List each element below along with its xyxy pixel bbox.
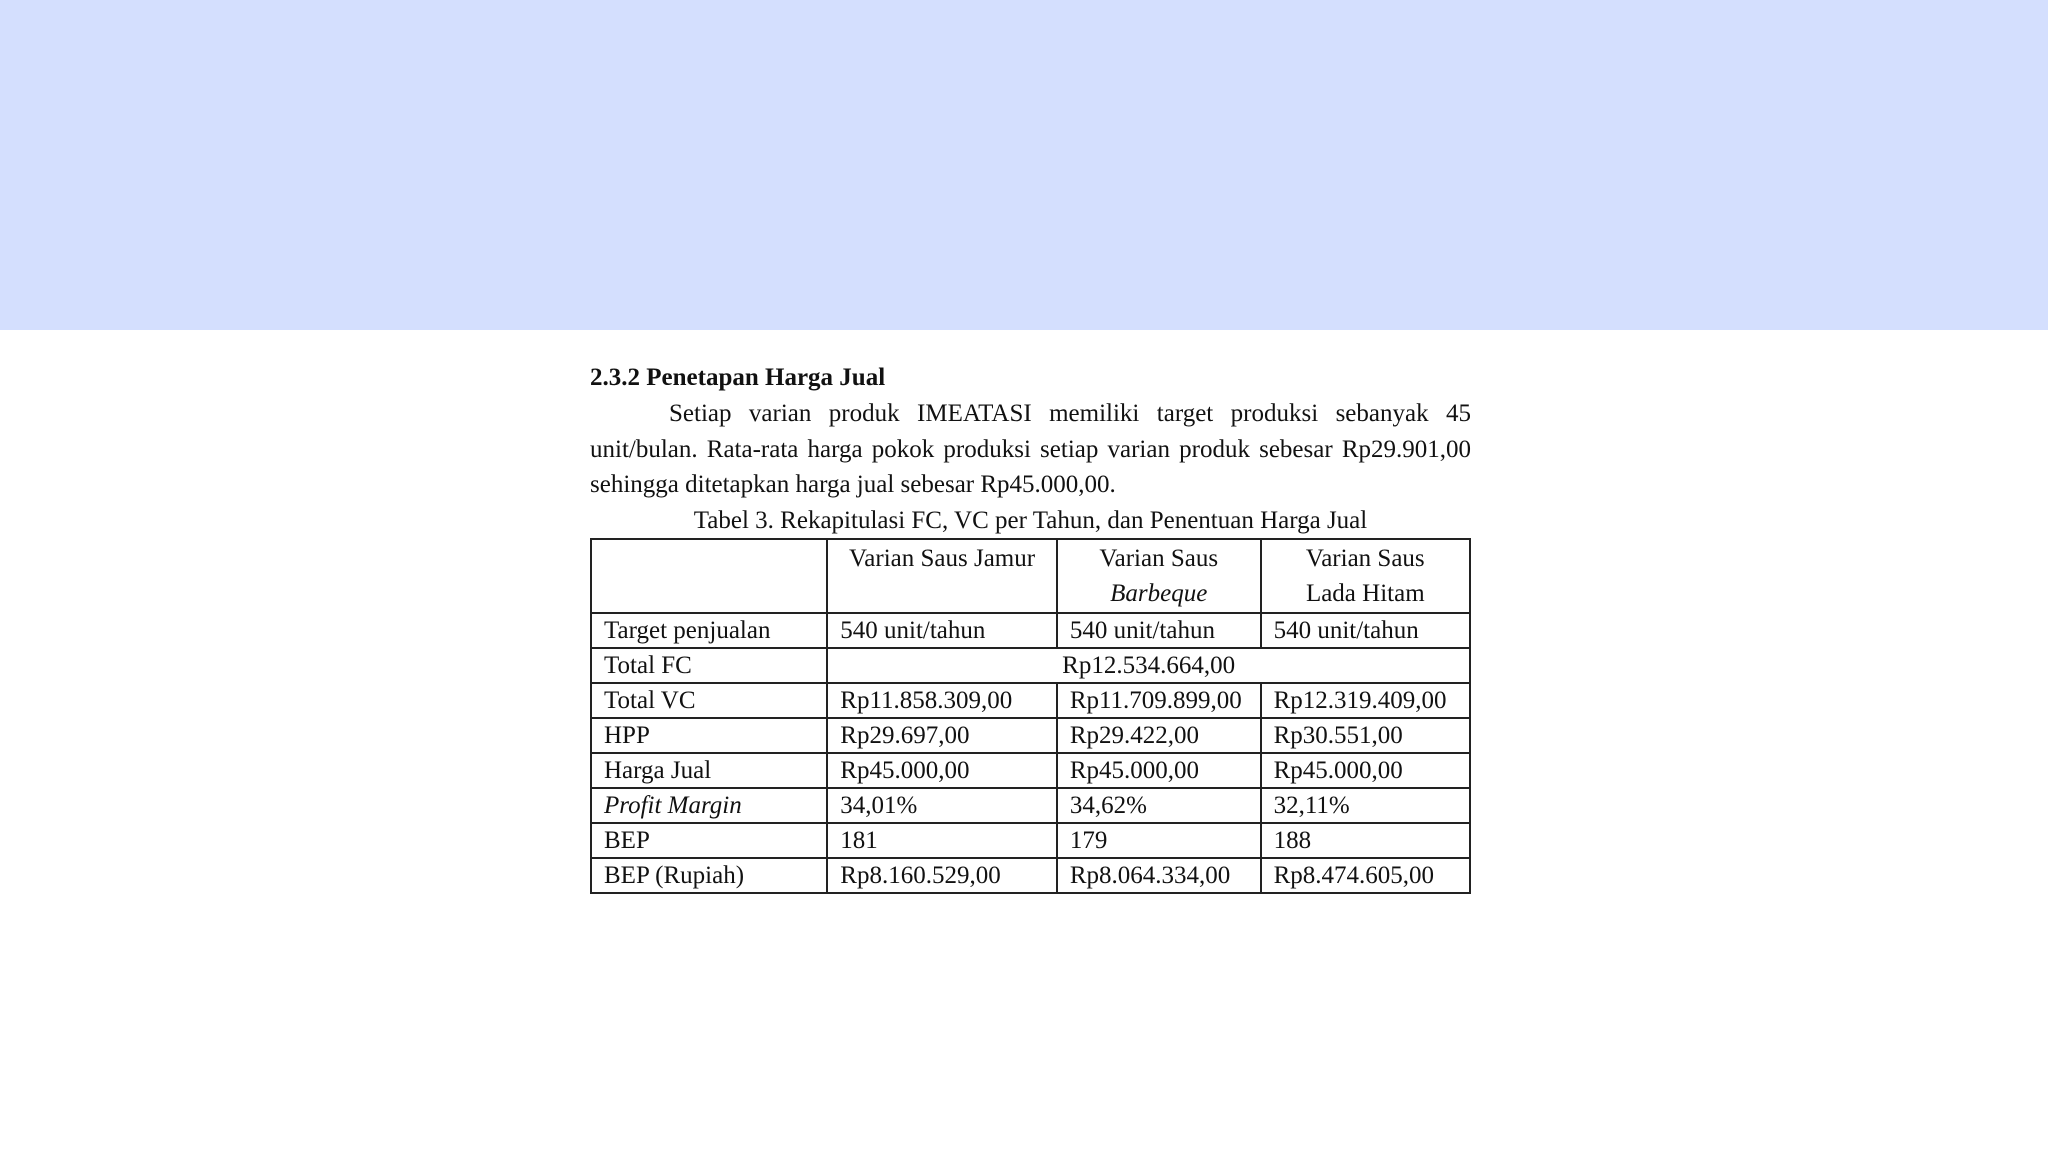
header-line: Varian Saus Jamur [849, 544, 1036, 572]
table-row [591, 683, 1470, 718]
cell-value: Rp8.064.334,00 [1057, 858, 1261, 893]
cell-value: Rp11.858.309,00 [827, 683, 1057, 718]
cell-value: Rp45.000,00 [1261, 753, 1470, 788]
row-label: Target penjualan [591, 613, 827, 648]
cell-value: Rp45.000,00 [1057, 753, 1261, 788]
cell-value: 34,62% [1057, 788, 1261, 823]
cell-value: 32,11% [1261, 788, 1470, 823]
cell-value: Rp11.709.899,00 [1057, 683, 1261, 718]
header-cell-empty [591, 539, 827, 613]
section-paragraph: Setiap varian produk IMEATASI memiliki target produksi sebanyak 45 unit/bulan. Rata-rata harga pokok produksi setiap varian produk sebesar Rp29.901,00 sehingga ditetapkan harga jual sebesar Rp45.000,00. [590, 400, 1471, 498]
header-line [840, 576, 1044, 611]
table-row [591, 753, 1470, 788]
header-line: Barbeque [1110, 579, 1208, 607]
row-label: Harga Jual [591, 753, 827, 788]
cell-value: 181 [827, 823, 1057, 858]
table-row [591, 648, 1470, 683]
cell-value: Rp12.319.409,00 [1261, 683, 1470, 718]
header-line: Lada Hitam [1305, 579, 1425, 607]
table-row [591, 823, 1470, 858]
cell-value: Rp8.160.529,00 [827, 858, 1057, 893]
cell-value: Rp29.422,00 [1057, 718, 1261, 753]
row-label: HPP [591, 718, 827, 753]
header-cell-saus-jamur [827, 539, 1057, 613]
cell-value: Rp29.697,00 [827, 718, 1057, 753]
row-label: BEP [591, 823, 827, 858]
table-header-row [591, 539, 1470, 613]
cell-value: 540 unit/tahun [827, 613, 1057, 648]
table-caption: Tabel 3. Rekapitulasi FC, VC per Tahun, dan Penentuan Harga Jual [693, 506, 1368, 534]
cell-value: 188 [1261, 823, 1470, 858]
section-heading: 2.3.2 Penetapan Harga Jual [590, 364, 886, 391]
cell-value: Rp8.474.605,00 [1261, 858, 1470, 893]
recap-table [590, 538, 1471, 894]
cell-value-merged: Rp12.534.664,00 [827, 648, 1470, 683]
cell-value: 34,01% [827, 788, 1057, 823]
top-banner-area [0, 0, 2048, 330]
table-row [591, 788, 1470, 823]
cell-value: Rp30.551,00 [1261, 718, 1470, 753]
cell-value: 179 [1057, 823, 1261, 858]
row-label: Total FC [591, 648, 827, 683]
header-cell-saus-barbeque [1057, 539, 1261, 613]
document-page [590, 360, 1471, 894]
row-label: Profit Margin [591, 788, 827, 823]
cell-value: 540 unit/tahun [1261, 613, 1470, 648]
table-row [591, 613, 1470, 648]
table-row [591, 858, 1470, 893]
row-label: Total VC [591, 683, 827, 718]
cell-value: Rp45.000,00 [827, 753, 1057, 788]
table-row [591, 718, 1470, 753]
header-cell-saus-lada-hitam [1261, 539, 1470, 613]
row-label: BEP (Rupiah) [591, 858, 827, 893]
header-line: Varian Saus [1099, 544, 1219, 572]
cell-value: 540 unit/tahun [1057, 613, 1261, 648]
header-line: Varian Saus [1305, 544, 1425, 572]
